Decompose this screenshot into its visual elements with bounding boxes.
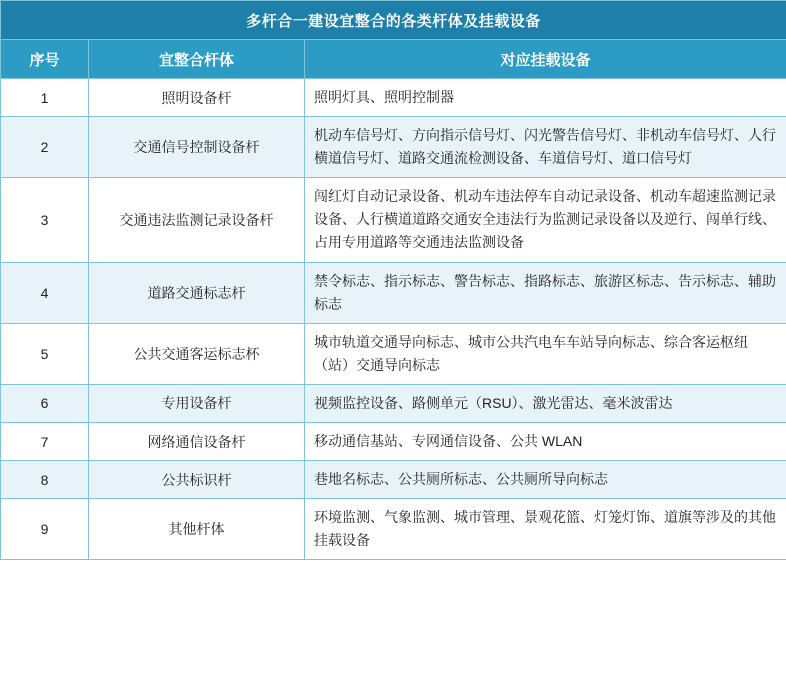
row-pole: 专用设备杆 — [89, 384, 305, 422]
row-pole: 公共交通客运标志杯 — [89, 323, 305, 384]
column-header-pole: 宜整合杆体 — [89, 40, 305, 79]
table-title: 多杆合一建设宜整合的各类杆体及挂载设备 — [1, 1, 786, 40]
table-row — [1, 79, 786, 117]
row-devices: 闯红灯自动记录设备、机动车违法停车自动记录设备、机动车超速监测记录设备、人行横道道路交通安全违法行为监测记录设备以及逆行、闯单行线、占用专用道路等交通违法监测设备 — [305, 178, 786, 262]
row-pole: 公共标识杆 — [89, 461, 305, 499]
column-header-index: 序号 — [1, 40, 89, 79]
row-pole: 照明设备杆 — [89, 79, 305, 117]
row-index: 3 — [1, 178, 89, 262]
row-index: 7 — [1, 423, 89, 461]
column-header-devices: 对应挂载设备 — [305, 40, 786, 79]
row-index: 6 — [1, 384, 89, 422]
table-row — [1, 117, 786, 178]
row-index: 2 — [1, 117, 89, 178]
row-devices: 机动车信号灯、方向指示信号灯、闪光警告信号灯、非机动车信号灯、人行横道信号灯、道路交通流检测设备、车道信号灯、道口信号灯 — [305, 117, 786, 178]
row-index: 9 — [1, 499, 89, 560]
row-devices: 环境监测、气象监测、城市管理、景观花篮、灯笼灯饰、道旗等涉及的其他挂载设备 — [305, 499, 786, 560]
table-row — [1, 499, 786, 560]
table-row — [1, 423, 786, 461]
table-header-row — [1, 40, 786, 79]
row-pole: 道路交通标志杆 — [89, 262, 305, 323]
table-row — [1, 178, 786, 262]
row-devices: 移动通信基站、专网通信设备、公共 WLAN — [305, 423, 786, 461]
table-row — [1, 384, 786, 422]
table-row — [1, 461, 786, 499]
table-row — [1, 323, 786, 384]
table-title-row — [1, 1, 786, 40]
row-pole: 其他杆体 — [89, 499, 305, 560]
row-devices: 城市轨道交通导向标志、城市公共汽电车车站导向标志、综合客运枢纽（站）交通导向标志 — [305, 323, 786, 384]
row-devices: 禁令标志、指示标志、警告标志、指路标志、旅游区标志、告示标志、辅助标志 — [305, 262, 786, 323]
row-pole: 交通信号控制设备杆 — [89, 117, 305, 178]
table-row — [1, 262, 786, 323]
row-pole: 交通违法监测记录设备杆 — [89, 178, 305, 262]
row-devices: 照明灯具、照明控制器 — [305, 79, 786, 117]
row-pole: 网络通信设备杆 — [89, 423, 305, 461]
row-devices: 巷地名标志、公共厕所标志、公共厕所导向标志 — [305, 461, 786, 499]
row-index: 4 — [1, 262, 89, 323]
row-devices: 视频监控设备、路侧单元（RSU）、激光雷达、毫米波雷达 — [305, 384, 786, 422]
row-index: 5 — [1, 323, 89, 384]
row-index: 1 — [1, 79, 89, 117]
row-index: 8 — [1, 461, 89, 499]
